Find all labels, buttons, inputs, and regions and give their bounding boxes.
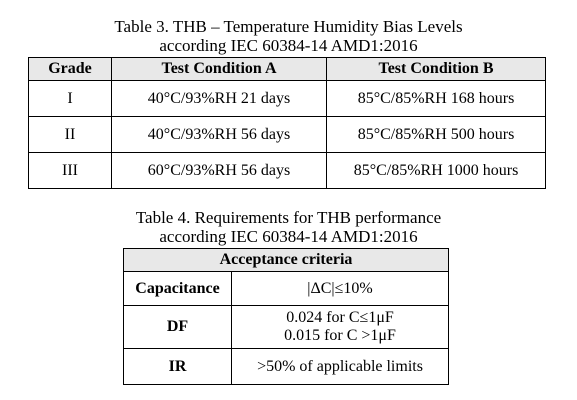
condition-b-cell: 85°C/85%RH 168 hours xyxy=(327,81,546,117)
df-value xyxy=(232,306,449,349)
grade-cell: II xyxy=(29,117,112,153)
table-row xyxy=(124,349,449,385)
table-row xyxy=(29,81,546,117)
capacitance-value: |ΔC|≤10% xyxy=(232,272,449,306)
condition-a-cell: 60°C/93%RH 56 days xyxy=(112,153,327,189)
table4-header-row xyxy=(124,249,449,272)
table3 xyxy=(28,57,546,189)
table-row xyxy=(29,117,546,153)
condition-a-cell: 40°C/93%RH 56 days xyxy=(112,117,327,153)
grade-cell: III xyxy=(29,153,112,189)
table4-caption-line1: Table 4. Requirements for THB performance xyxy=(135,208,442,227)
table4-caption xyxy=(0,208,577,246)
acceptance-criteria-header: Acceptance criteria xyxy=(124,249,449,272)
df-value-line2: 0.015 for C >1μF xyxy=(284,327,396,344)
table4-caption-line2: according IEC 60384-14 AMD1:2016 xyxy=(159,227,418,246)
table-row xyxy=(124,272,449,306)
table3-header-condition-a: Test Condition A xyxy=(112,58,327,81)
ir-value: >50% of applicable limits xyxy=(232,349,449,385)
capacitance-label: Capacitance xyxy=(124,272,232,306)
condition-b-cell: 85°C/85%RH 1000 hours xyxy=(327,153,546,189)
ir-label: IR xyxy=(124,349,232,385)
table3-header-row xyxy=(29,58,546,81)
table3-caption-line1: Table 3. THB – Temperature Humidity Bias Levels xyxy=(114,17,463,36)
table3-header-grade: Grade xyxy=(29,58,112,81)
table3-caption xyxy=(0,17,577,55)
table-row xyxy=(124,306,449,349)
table4 xyxy=(123,248,449,385)
grade-cell: I xyxy=(29,81,112,117)
df-label: DF xyxy=(124,306,232,349)
condition-a-cell: 40°C/93%RH 21 days xyxy=(112,81,327,117)
table3-header-condition-b: Test Condition B xyxy=(327,58,546,81)
table-row xyxy=(29,153,546,189)
table3-caption-line2: according IEC 60384-14 AMD1:2016 xyxy=(159,36,418,55)
df-value-line1: 0.024 for C≤1μF xyxy=(286,309,394,326)
condition-b-cell: 85°C/85%RH 500 hours xyxy=(327,117,546,153)
